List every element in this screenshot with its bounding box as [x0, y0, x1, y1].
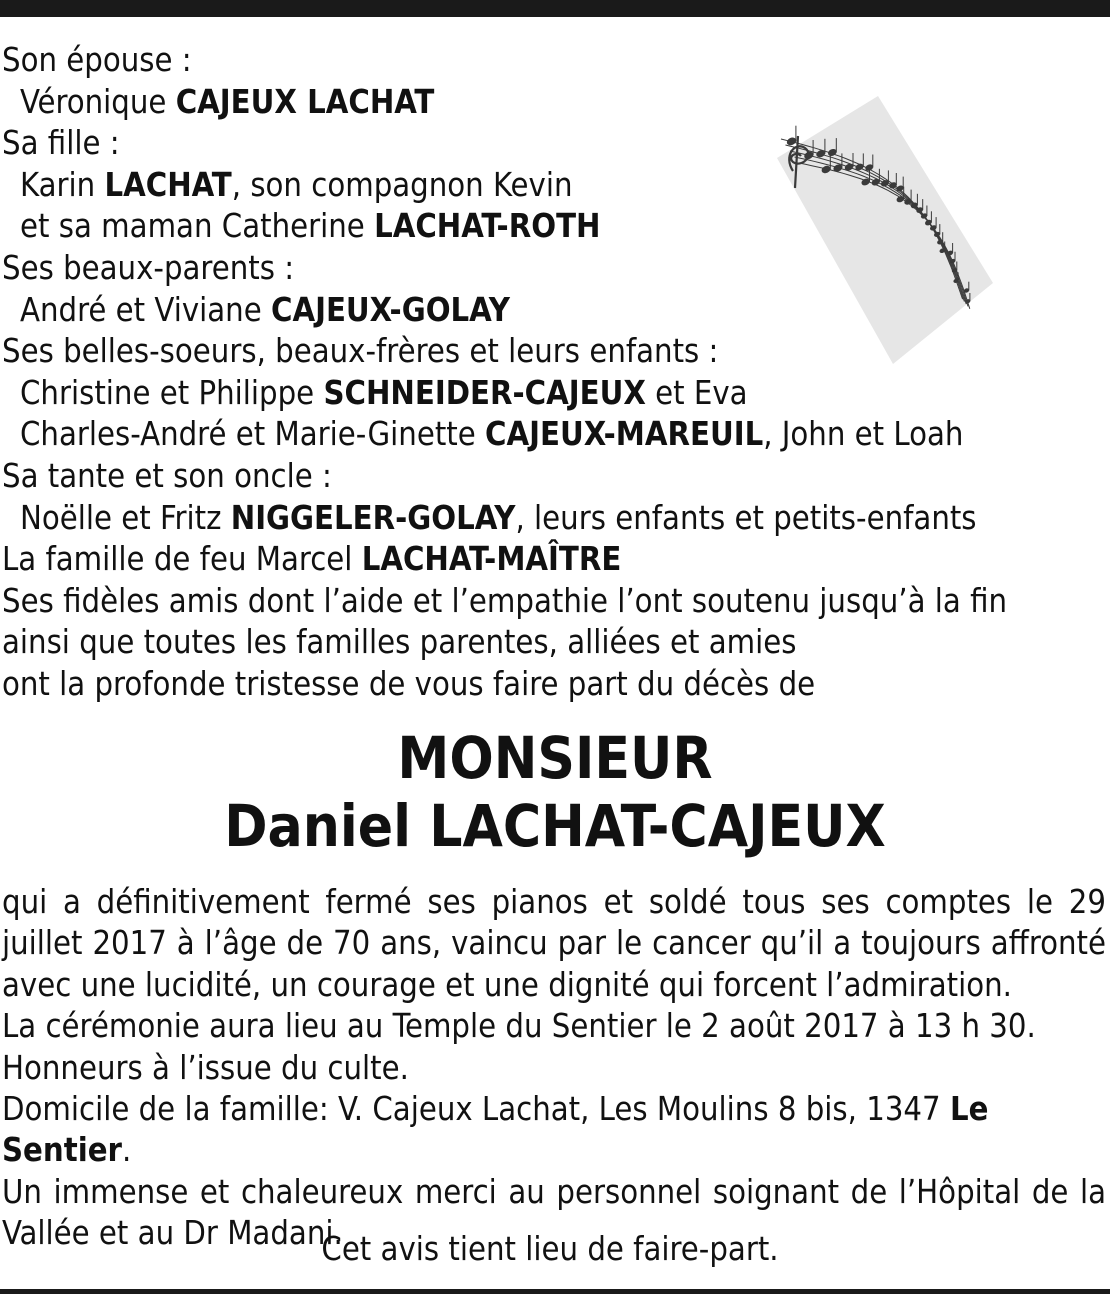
inlaws-line: André et Viviane CAJEUX-GOLAY	[20, 290, 510, 329]
relatives-line: ainsi que toutes les familles parentes, alliées et amies	[2, 623, 797, 662]
deceased-title: MONSIEUR	[397, 724, 713, 792]
sibling-line-2: Charles-André et Marie-Ginette CAJEUX-MAREUIL, John et Loah	[20, 415, 964, 454]
siblings-heading: Ses belles-soeurs, beaux-frères et leurs enfants :	[2, 332, 719, 371]
daughter-heading: Sa fille :	[2, 124, 120, 163]
top-rule	[0, 0, 1110, 17]
honours-paragraph: Honneurs à l’issue du culte.	[2, 1048, 409, 1087]
family-list	[2, 40, 1102, 706]
announcement-line: ont la profonde tristesse de vous faire part du décès de	[2, 664, 816, 703]
friends-line: Ses fidèles amis dont l’aide et l’empathie l’ont soutenu jusqu’à la fin	[2, 581, 1008, 620]
spouse-heading: Son épouse :	[2, 41, 192, 79]
aunt-line: Noëlle et Fritz NIGGELER-GOLAY, leurs enfants et petits-enfants	[20, 498, 977, 537]
deceased-name-block	[0, 724, 1110, 860]
closing-line: Cet avis tient lieu de faire-part.	[321, 1230, 779, 1268]
daughter-line: Karin LACHAT, son compagnon Kevin	[20, 165, 573, 204]
passing-paragraph: qui a définitivement fermé ses pianos et soldé tous ses comptes le 29 juillet 2017 à l’âge de 70 ans, vaincu par le cancer qu’il a toujours affronté avec une lucidité, un courage et une dignité qui forcent l’admiration.	[2, 883, 1106, 1004]
deceased-name: Daniel LACHAT-CAJEUX	[224, 792, 886, 860]
sibling-line-1: Christine et Philippe SCHNEIDER-CAJEUX et Eva	[20, 373, 748, 412]
late-relative-line: La famille de feu Marcel LACHAT-MAÎTRE	[2, 540, 622, 579]
notice-body	[2, 882, 1106, 1255]
aunt-heading: Sa tante et son oncle :	[2, 456, 332, 495]
thanks-paragraph: Un immense et chaleureux merci au personnel soignant de l’Hôpital de la Vallée et au Dr Madani.	[2, 1172, 1106, 1253]
ceremony-paragraph: La cérémonie aura lieu au Temple du Sentier le 2 août 2017 à 13 h 30.	[2, 1007, 1036, 1046]
inlaws-heading: Ses beaux-parents :	[2, 248, 295, 287]
bottom-rule	[0, 1289, 1110, 1294]
spouse-line: Véronique CAJEUX LACHAT	[20, 82, 435, 121]
daughter-mother-line: et sa maman Catherine LACHAT-ROTH	[20, 207, 601, 246]
domicile-paragraph: Domicile de la famille: V. Cajeux Lachat, Les Moulins 8 bis, 1347 Le Sentier.	[2, 1090, 989, 1170]
